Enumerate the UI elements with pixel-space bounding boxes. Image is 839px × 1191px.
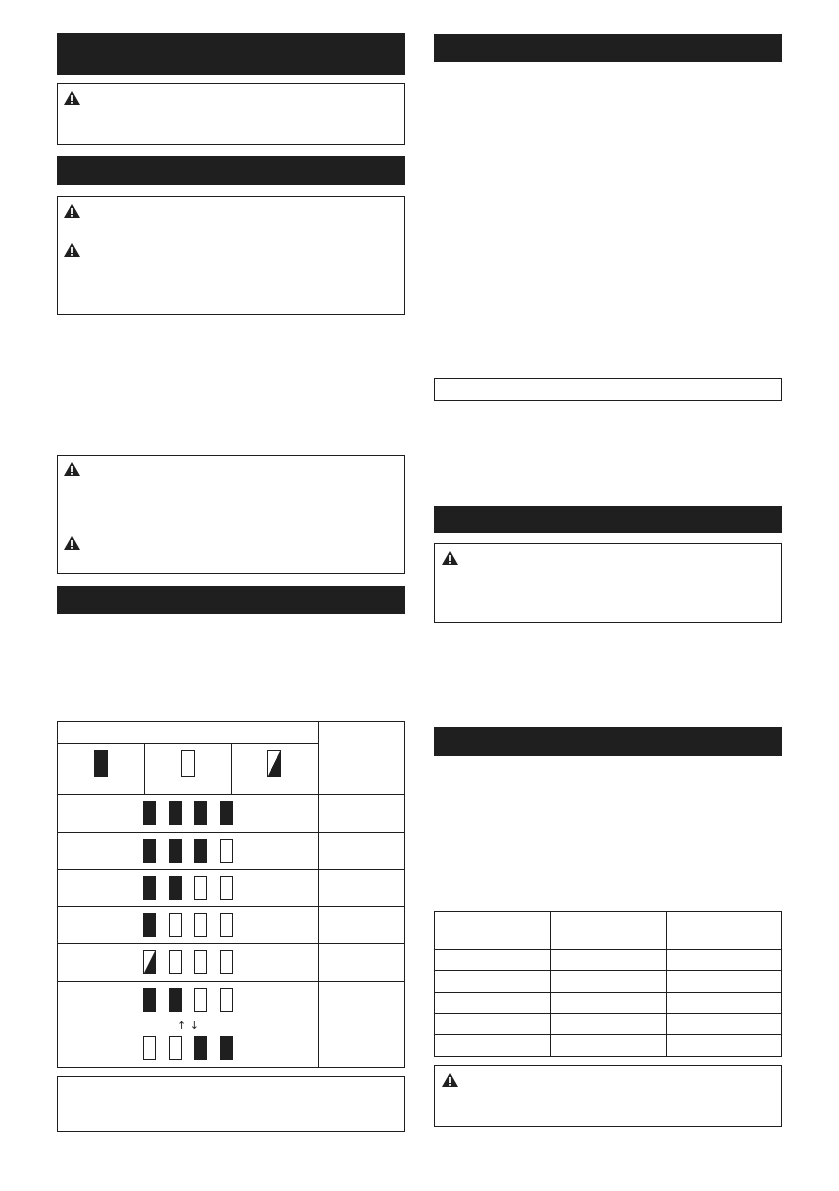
indicator-off <box>194 950 207 974</box>
indicator-row-6 <box>58 981 318 1067</box>
note-box <box>57 1076 405 1132</box>
warning-box <box>57 196 405 315</box>
table-divider <box>435 1034 781 1035</box>
up-down-arrows-icon: ↑ ↓ <box>177 1019 199 1032</box>
table-divider <box>144 743 145 794</box>
indicator-on <box>194 801 207 825</box>
indicator-on <box>169 988 182 1012</box>
table-divider <box>435 1013 781 1014</box>
indicator-on <box>169 876 182 900</box>
indicator-off <box>169 1036 182 1060</box>
indicator-blinking <box>143 950 156 974</box>
indicator-off <box>220 876 233 900</box>
warning-box <box>57 455 405 574</box>
indicator-on <box>220 1036 233 1060</box>
warning-box <box>434 543 782 623</box>
indicator-on <box>194 839 207 863</box>
section-header-bar <box>57 33 405 75</box>
warning-triangle-icon <box>63 203 81 219</box>
indicator-off <box>194 876 207 900</box>
indicator-off <box>220 950 233 974</box>
indicator-off <box>220 839 233 863</box>
indicator-off <box>194 913 207 937</box>
indicator-row-5 <box>58 943 318 981</box>
indicator-row-1 <box>58 794 318 832</box>
table-divider <box>58 743 318 744</box>
indicator-on <box>143 839 156 863</box>
indicator-on <box>169 839 182 863</box>
warning-box <box>57 83 405 145</box>
indicator-on <box>143 988 156 1012</box>
table-divider <box>318 722 319 1067</box>
legend-blinking-indicator <box>267 750 281 777</box>
indicator-row-4 <box>58 906 318 943</box>
legend-off-indicator <box>181 750 195 777</box>
indicator-row-2 <box>58 832 318 869</box>
legend-lighted-indicator <box>94 750 108 777</box>
indicator-off <box>169 950 182 974</box>
warning-triangle-icon <box>63 461 81 477</box>
warning-triangle-icon <box>441 550 459 566</box>
section-header-bar <box>434 34 782 62</box>
warning-box <box>434 1065 782 1127</box>
indicator-on <box>194 1036 207 1060</box>
indicator-off <box>194 988 207 1012</box>
indicator-on <box>169 801 182 825</box>
indicator-off <box>220 988 233 1012</box>
indicator-table <box>57 721 405 1068</box>
warning-triangle-icon <box>441 1072 459 1088</box>
indicator-off <box>143 1036 156 1060</box>
warning-triangle-icon <box>63 535 81 551</box>
table-divider <box>231 743 232 794</box>
indicator-on <box>143 913 156 937</box>
indicator-off <box>220 913 233 937</box>
section-header-bar <box>434 727 782 756</box>
table-divider <box>435 992 781 993</box>
indicator-on <box>143 801 156 825</box>
section-header-bar <box>57 156 405 185</box>
indicator-on <box>143 876 156 900</box>
note-box <box>434 378 782 401</box>
warning-triangle-icon <box>63 90 81 106</box>
table-divider <box>435 970 781 971</box>
table-divider <box>435 949 781 950</box>
data-table <box>434 911 782 1057</box>
indicator-off <box>169 913 182 937</box>
indicator-row-3 <box>58 869 318 906</box>
section-header-bar <box>434 506 782 533</box>
warning-triangle-icon <box>63 242 81 258</box>
section-header-bar <box>57 586 405 614</box>
indicator-on <box>220 801 233 825</box>
